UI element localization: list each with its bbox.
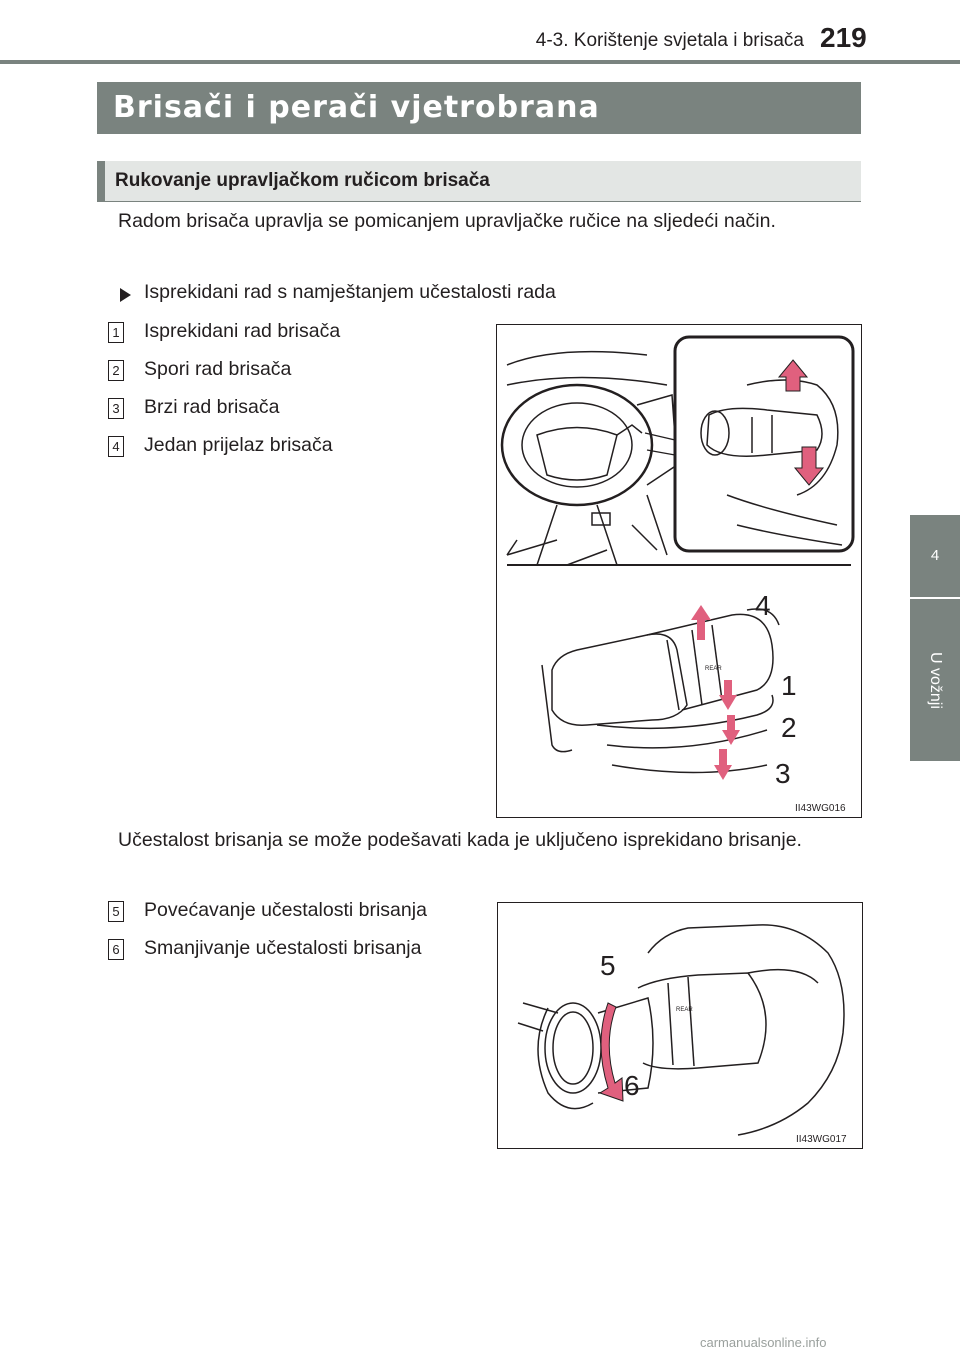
item-text: Jedan prijelaz brisača bbox=[144, 434, 333, 456]
ring-rear-label: REAR bbox=[676, 1007, 693, 1013]
item-number: 6 bbox=[108, 939, 124, 960]
arrow-down-1-icon bbox=[719, 680, 737, 710]
figure-wiper-lever-positions bbox=[496, 324, 862, 818]
footer-watermark: carmanualsonline.info bbox=[700, 1335, 827, 1350]
callout-number: 2 bbox=[781, 712, 797, 743]
running-header-section: 4-3. Korištenje svjetala i brisača bbox=[535, 30, 804, 51]
subsection-title: Rukovanje upravljačkom ručicom brisača bbox=[115, 170, 490, 191]
page-number: 219 bbox=[820, 22, 867, 53]
callout-number: 4 bbox=[755, 590, 771, 621]
wiper-lever-illustration bbox=[497, 325, 861, 817]
bullet-text: Isprekidani rad s namještanjem učestalosti rada bbox=[144, 281, 556, 303]
item-text: Smanjivanje učestalosti brisanja bbox=[144, 937, 422, 959]
callout-number: 5 bbox=[600, 950, 616, 981]
subsection-bar bbox=[97, 161, 861, 202]
figure-code: II43WG017 bbox=[796, 1134, 847, 1145]
figure-wiper-frequency-adjust bbox=[497, 902, 863, 1149]
bullet-triangle-icon bbox=[120, 288, 131, 302]
item-text: Spori rad brisača bbox=[144, 358, 292, 380]
subsection-accent bbox=[97, 161, 105, 201]
callout-number: 1 bbox=[781, 670, 797, 701]
item-text: Brzi rad brisača bbox=[144, 396, 280, 418]
figure-code: II43WG016 bbox=[795, 803, 846, 814]
chapter-tab-number: 4 bbox=[910, 515, 960, 597]
chapter-tab-label: U vožnji bbox=[927, 651, 944, 709]
frequency-paragraph: Učestalost brisanja se može podešavati kada je uključeno isprekidano brisanje. bbox=[118, 829, 802, 851]
item-number: 3 bbox=[108, 398, 124, 419]
intro-paragraph: Radom brisača upravlja se pomicanjem upravljačke ručice na sljedeći način. bbox=[118, 210, 776, 232]
header-rule bbox=[0, 60, 960, 64]
item-number: 5 bbox=[108, 901, 124, 922]
item-text: Isprekidani rad brisača bbox=[144, 320, 341, 342]
item-number: 1 bbox=[108, 322, 124, 343]
arrow-up-small-icon bbox=[691, 605, 711, 640]
callout-number: 3 bbox=[775, 758, 791, 789]
arrow-down-3-icon bbox=[714, 749, 732, 780]
item-text: Povećavanje učestalosti brisanja bbox=[144, 899, 427, 921]
section-title-bar bbox=[97, 82, 861, 134]
item-number: 4 bbox=[108, 436, 124, 457]
frequency-ring-illustration bbox=[498, 903, 862, 1148]
item-number: 2 bbox=[108, 360, 124, 381]
lever-rear-label: REAR bbox=[705, 666, 722, 672]
section-title: Brisači i perači vjetrobrana bbox=[113, 90, 600, 125]
callout-number: 6 bbox=[624, 1070, 640, 1101]
rotate-arrow-icon bbox=[600, 1003, 623, 1101]
